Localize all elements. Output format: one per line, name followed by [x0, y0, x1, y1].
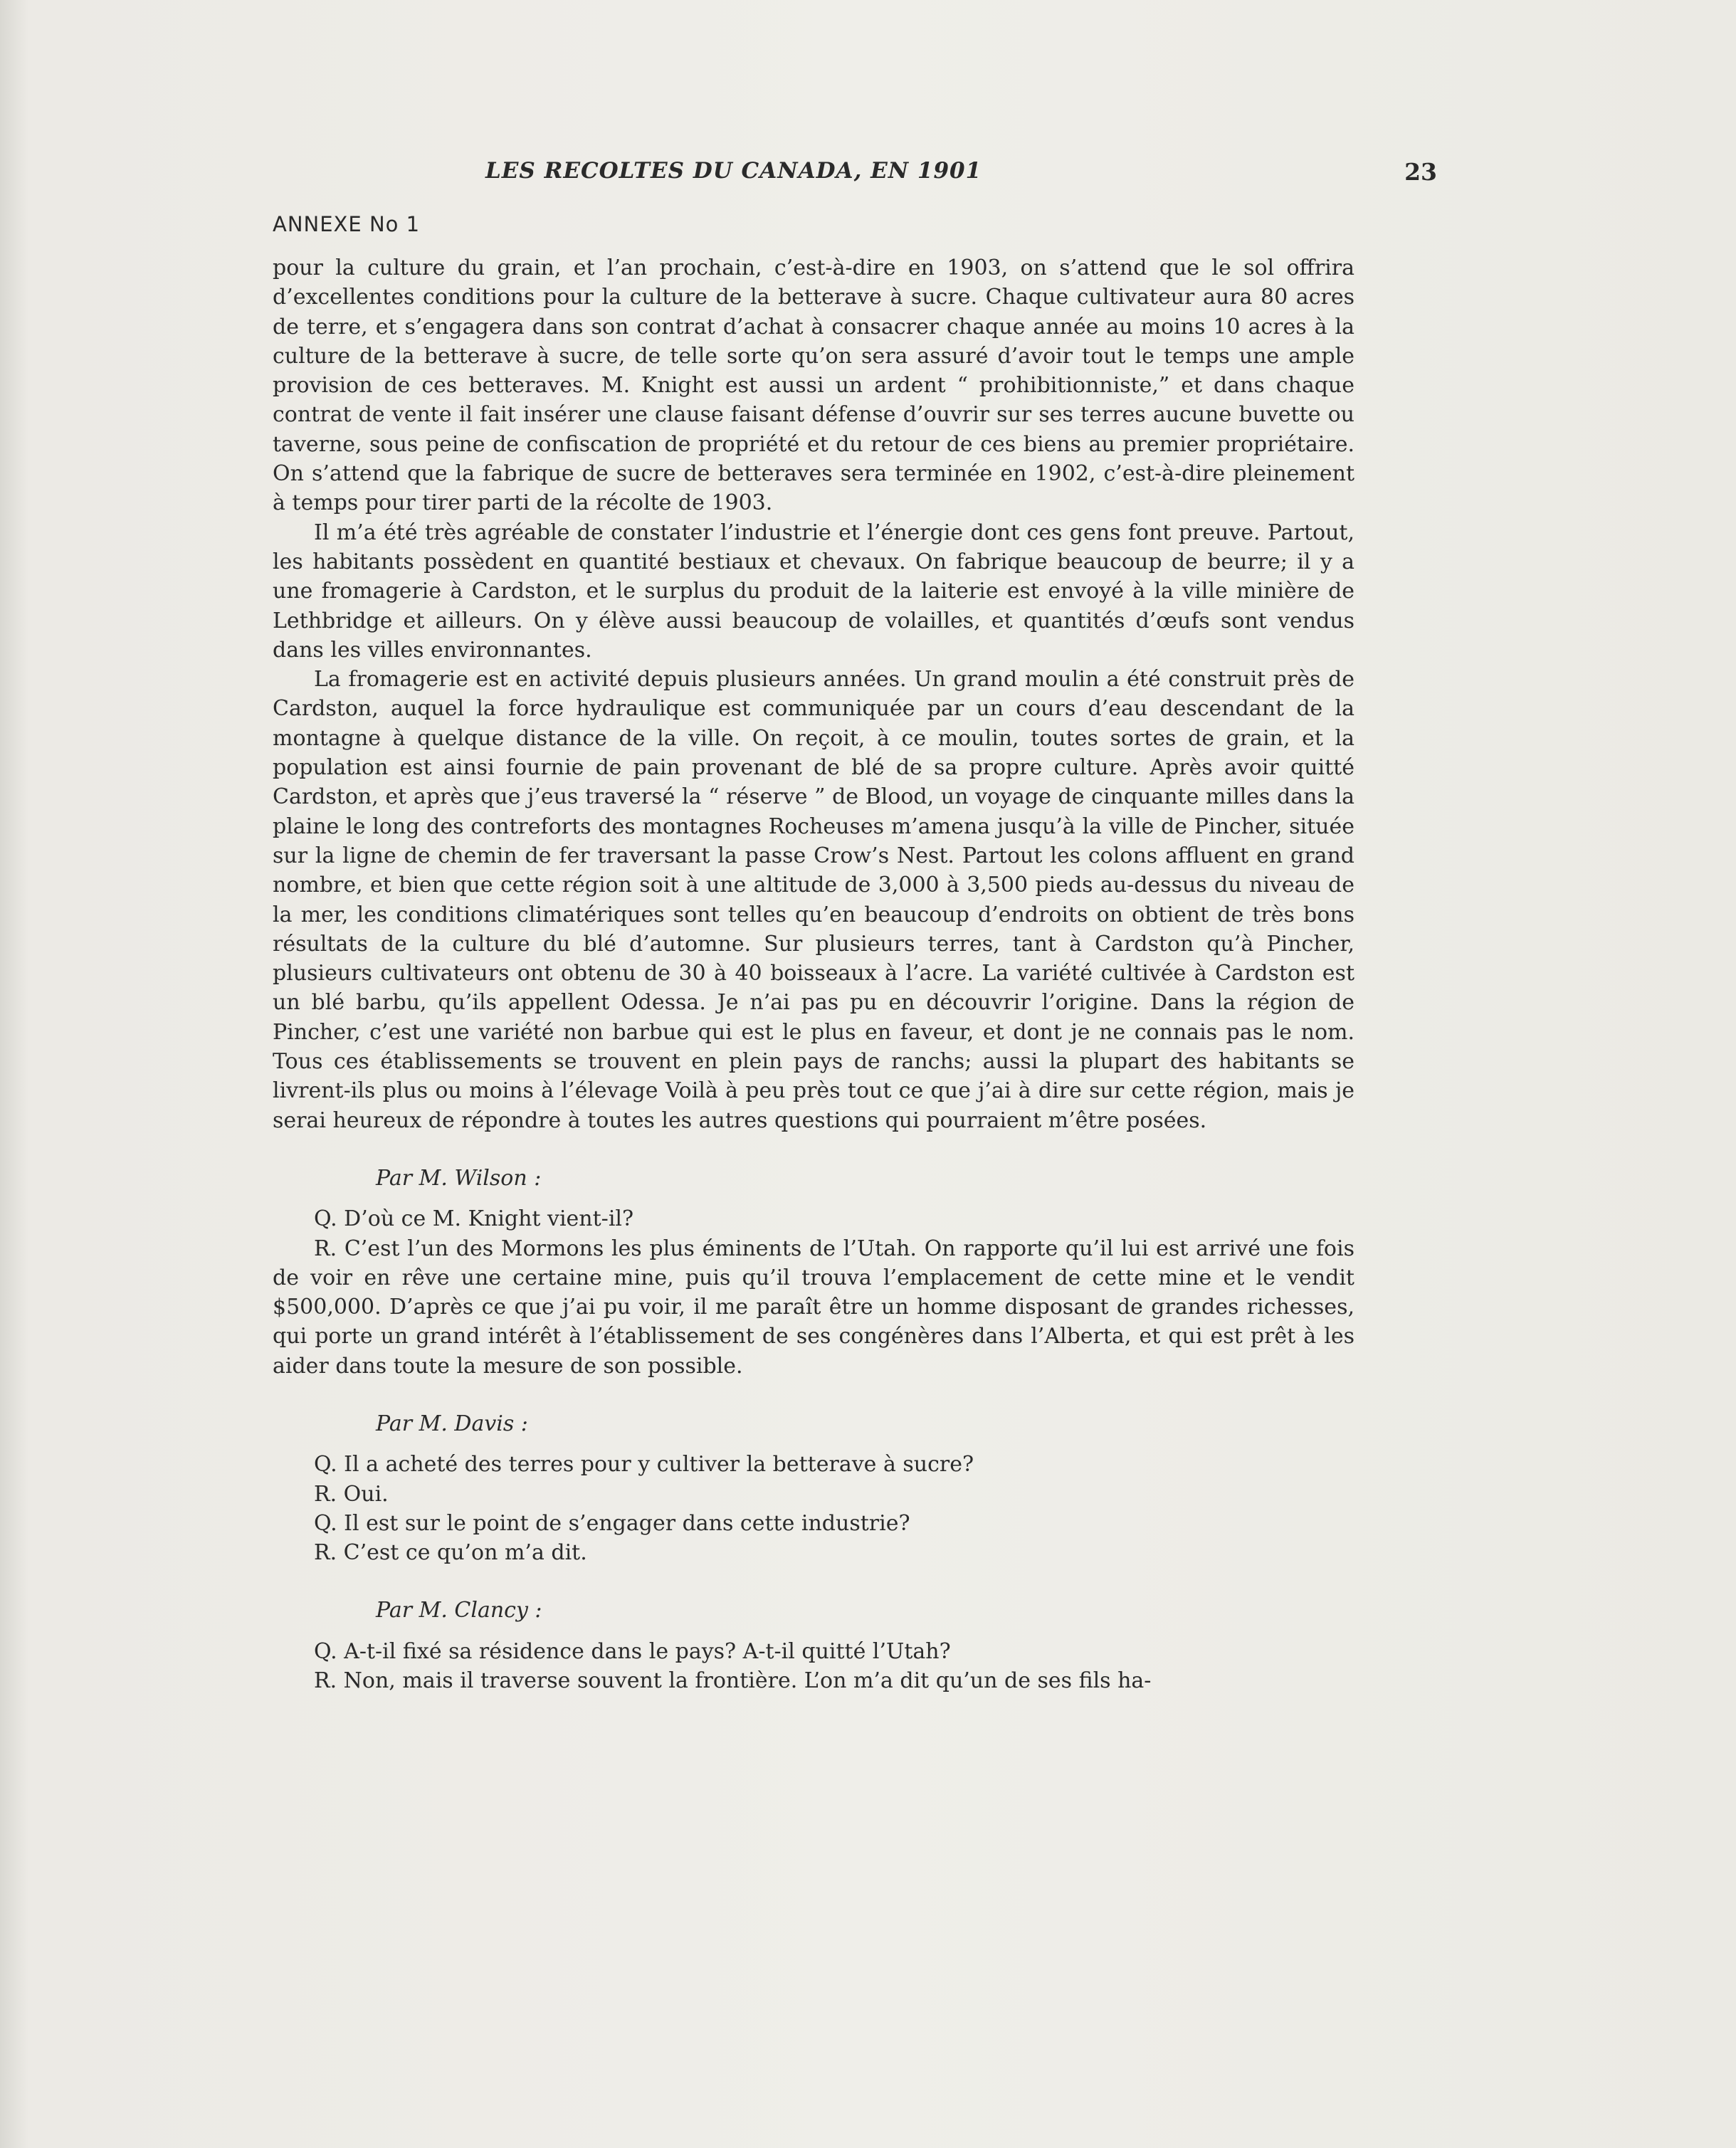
answer: R. Non, mais il traverse souvent la frontière. L’on m’a dit qu’un de ses fils ha-: [314, 1668, 1152, 1694]
paragraph: Il m’a été très agréable de constater l’industrie et l’énergie dont ces gens font preuve. Partout, les habitants possèdent en quantité bestiaux et chevaux. On fabrique beaucoup de beurre; il y a une fromagerie à Cardston, et le surplus du produit de la laiterie est envoyé à la ville minière de Lethbridge et ailleurs. On y élève aussi beaucoup de volailles, et quantités d’œufs sont vendus dans les villes environnantes.: [273, 520, 1354, 663]
answer: R. Oui.: [314, 1481, 389, 1507]
page-number: 23: [1404, 158, 1437, 186]
qa-block: [273, 1637, 1354, 1696]
question: Q. Il est sur le point de s’engager dans cette industrie?: [314, 1510, 910, 1536]
question: Q. A-t-il fixé sa résidence dans le pays? A-t-il quitté l’Utah?: [314, 1638, 951, 1664]
answer: R. C’est ce qu’on m’a dit.: [314, 1540, 587, 1566]
annexe-label: ANNEXE No 1: [273, 212, 421, 236]
question: Q. Il a acheté des terres pour y cultiver la betterave à sucre?: [314, 1452, 974, 1478]
speaker-heading: Par M. Wilson :: [376, 1165, 542, 1191]
speaker-heading: Par M. Davis :: [376, 1411, 528, 1436]
qa-block: [273, 1450, 1354, 1567]
answer: R. C’est l’un des Mormons les plus éminents de l’Utah. On rapporte qu’il lui est arrivé une fois de voir en rêve une certaine mine, puis qu’il trouva l’emplacement de cette mine et le vendit $500,000. D’après ce que j’ai pu voir, il me paraît être un homme disposant de grandes richesses, qui porte un grand intérêt à l’établissement de ses congénères dans l’Alberta, et qui est prêt à les aider dans toute la mesure de son possible.: [273, 1236, 1354, 1379]
speaker-heading: Par M. Clancy :: [376, 1598, 542, 1623]
qa-block: [273, 1204, 1354, 1381]
body-text: [273, 253, 1354, 1695]
paragraph: pour la culture du grain, et l’an prochain, c’est-à-dire en 1903, on s’attend que le sol offrira d’excellentes conditions pour la culture de la betterave à sucre. Chaque cultivateur aura 80 acres de terre, et s’engagera dans son contrat d’achat à consacrer chaque année au moins 10 acres à la culture de la betterave à sucre, de telle sorte qu’on sera assuré d’avoir tout le temps une ample provision de ces betteraves. M. Knight est aussi un ardent “ prohibitionniste,” et dans chaque contrat de vente il fait insérer une clause faisant défense d’ouvrir sur ses terres aucune buvette ou taverne, sous peine de confiscation de propriété et du retour de ces biens au premier propriétaire. On s’attend que la fabrique de sucre de betteraves sera terminée en 1902, c’est-à-dire pleinement à temps pour tirer parti de la récolte de 1903.: [273, 256, 1354, 516]
question: Q. D’où ce M. Knight vient-il?: [314, 1206, 634, 1232]
paragraph: La fromagerie est en activité depuis plusieurs années. Un grand moulin a été construit près de Cardston, auquel la force hydraulique est communiquée par un cours d’eau descendant de la montagne à quelque distance de la ville. On reçoit, à ce moulin, toutes sortes de grain, et la population est ainsi fournie de pain provenant de blé de sa propre culture. Après avoir quitté Cardston, et après que j’eus traversé la “ réserve ” de Blood, un voyage de cinquante milles dans la plaine le long des contreforts des montagnes Rocheuses m’amena jusqu’à la ville de Pincher, située sur la ligne de chemin de fer traversant la passe Crow’s Nest. Partout les colons affluent en grand nombre, et bien que cette région soit à une altitude de 3,000 à 3,500 pieds au-dessus du niveau de la mer, les conditions climatériques sont telles qu’en beaucoup d’endroits on obtient de très bons résultats de la culture du blé d’automne. Sur plusieurs terres, tant à Cardston qu’à Pincher, plusieurs cultivateurs ont obtenu de 30 à 40 boisseaux à l’acre. La variété cultivée à Cardston est un blé barbu, qu’ils appellent Odessa. Je n’ai pas pu en découvrir l’origine. Dans la région de Pincher, c’est une variété non barbue qui est le plus en faveur, et dont je ne connais pas le nom. Tous ces établissements se trouvent en plein pays de ranchs; aussi la plupart des habitants se livrent-ils plus ou moins à l’élevage Voilà à peu près tout ce que j’ai à dire sur cette région, mais je serai heureux de répondre à toutes les autres questions qui pourraient m’être posées.: [273, 667, 1354, 1133]
running-title: LES RECOLTES DU CANADA, EN 1901: [485, 158, 982, 184]
running-head: [265, 158, 1437, 189]
